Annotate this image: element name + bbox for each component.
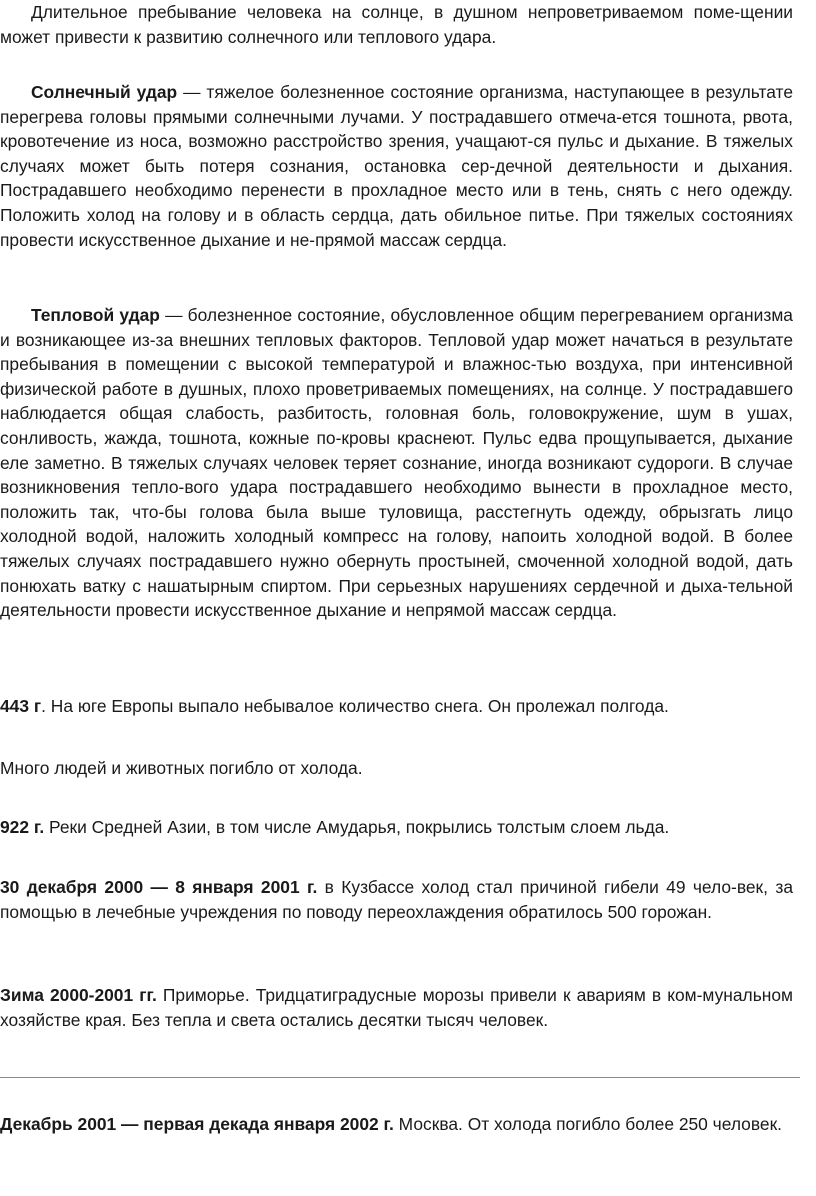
heatstroke-term: Тепловой удар: [31, 305, 160, 325]
event-text: Приморье. Тридцатиградусные морозы привели к авариям в ком-мунальном хозяйстве края. Без тепла и света остались десятки тысяч человек.: [0, 985, 793, 1030]
event-many-died: [0, 756, 793, 781]
event-text: Реки Средней Азии, в том числе Амударья, покрылись толстым слоем льда.: [44, 817, 670, 837]
intro-paragraph: [0, 0, 793, 49]
event-text: Москва. От холода погибло более 250 человек.: [393, 1114, 783, 1134]
heatstroke-paragraph: [0, 303, 793, 623]
event-443: [0, 694, 793, 719]
event-kuzbass: [0, 875, 793, 924]
event-primorye: [0, 983, 793, 1032]
event-date: Зима 2000-2001 гг.: [0, 985, 157, 1005]
sunstroke-text: — тяжелое болезненное состояние организма, наступающее в результате перегрева головы прямыми солнечными лучами. У пострадавшего отмеча-ется тошнота, рвота, кровотечение из носа, возможно расстройство зрения, учащают-ся пульс и дыхание. В тяжелых случаях может быть потеря сознания, остановка сер-дечной деятельности и дыхания. Пострадавшего необходимо перенести в прохладное место или в тень, снять с него одежду. Положить холод на голову и в область сердца, дать обильное питье. При тяжелых состояниях провести искусственное дыхание и не-прямой массаж сердца.: [0, 82, 794, 250]
heatstroke-text: — болезненное состояние, обусловленное общим перегреванием организма и возникающее из-за внешних тепловых факторов. Тепловой удар может начаться в результате пребывания в помещении с высокой температурой и влажнос-тью воздуха, при интенсивной физической работе в душных, плохо проветриваемых помещениях, на солнце. У пострадавшего наблюдается общая слабость, разбитость, головная боль, головокружение, шум в ушах, сонливость, жажда, тошнота, кожные по-кровы краснеют. Пульс едва прощупывается, дыхание еле заметно. В тяжелых случаях человек теряет сознание, иногда возникают судороги. В случае возникновения тепло-вого удара пострадавшего необходимо вынести в прохладное место, положить так, что-бы голова была выше туловища, расстегнуть одежду, обрызгать лицо холодной водой, наложить холодный компресс на голову, напоить холодной водой. В более тяжелых случаях пострадавшего нужно обернуть простыней, смоченной холодной водой, дать понюхать ватку с нашатырным спиртом. При серьезных нарушениях сердечной и дыха-тельной деятельности провести искусственное дыхание и непрямой массаж сердца.: [0, 305, 793, 621]
event-text: . На юге Европы выпало небывалое количество снега. Он пролежал полгода.: [41, 696, 669, 716]
event-date: 922 г.: [0, 817, 45, 837]
sunstroke-paragraph: [0, 80, 793, 252]
intro-text: Длительное пребывание человека на солнце, в душном непроветриваемом поме-щении может привести к развитию солнечного или теплового удара.: [0, 2, 793, 47]
event-date: 30 декабря 2000 — 8 января 2001 г.: [0, 877, 318, 897]
event-922: [0, 815, 793, 840]
event-date: Декабрь 2001 — первая декада января 2002 г.: [0, 1114, 394, 1134]
sunstroke-term: Солнечный удар: [31, 82, 178, 102]
horizontal-divider: [0, 1077, 800, 1078]
event-text: Много людей и животных погибло от холода.: [0, 758, 363, 778]
event-date: 443 г: [0, 696, 42, 716]
event-moscow: [0, 1112, 793, 1137]
event-text: в Кузбассе холод стал причиной гибели 49 чело-век, за помощью в лечебные учреждения по поводу переохлаждения обратилось 500 горожан.: [0, 877, 793, 922]
